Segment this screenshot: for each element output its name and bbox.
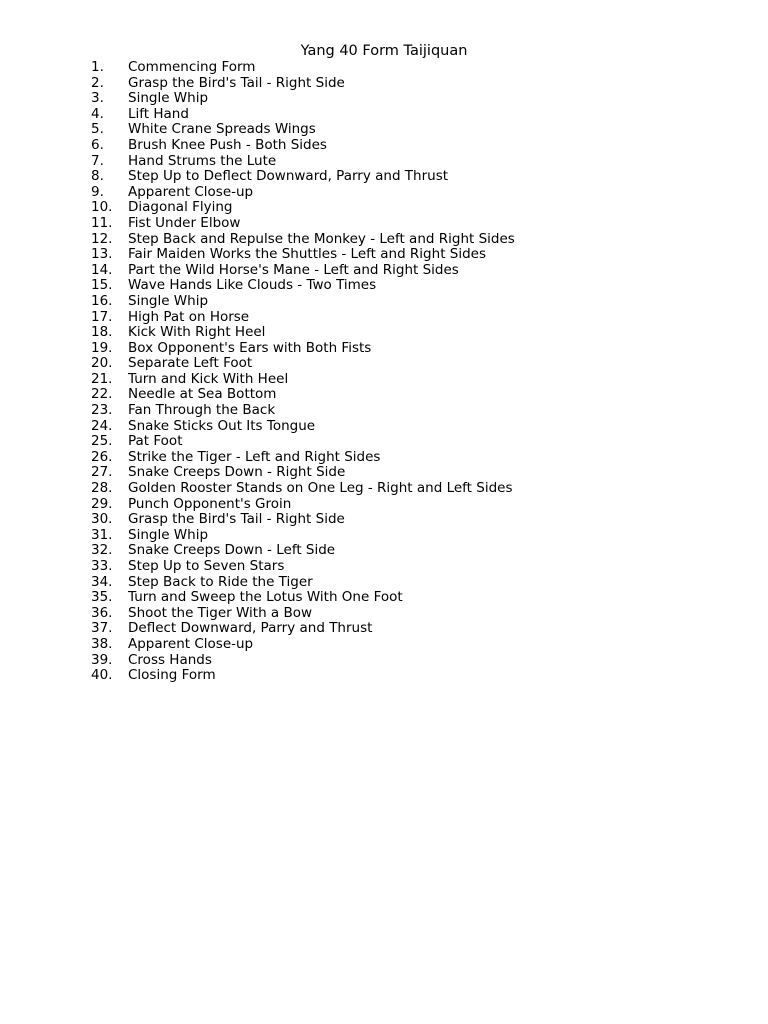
item-number: 1. <box>91 59 104 75</box>
item-name: Grasp the Bird's Tail - Right Side <box>128 511 345 528</box>
item-number: 9. <box>91 183 104 200</box>
item-name: Single Whip <box>128 526 209 543</box>
item-number: 29. <box>91 495 113 512</box>
list-item <box>91 590 515 606</box>
item-number: 34. <box>91 573 113 590</box>
list-item <box>91 310 515 326</box>
list-item <box>91 637 515 653</box>
list-item <box>91 497 515 513</box>
item-number: 15. <box>91 277 113 294</box>
item-name: Apparent Close-up <box>128 183 254 200</box>
list-item <box>91 543 515 559</box>
list-item <box>91 559 515 575</box>
list-item <box>91 91 515 107</box>
list-item <box>91 387 515 403</box>
item-name: Fist Under Elbow <box>128 214 241 231</box>
list-item <box>91 294 515 310</box>
item-number: 27. <box>91 464 113 481</box>
item-name: Snake Creeps Down - Left Side <box>128 542 336 559</box>
list-item <box>91 434 515 450</box>
list-item <box>91 60 515 76</box>
item-name: Brush Knee Push - Both Sides <box>128 136 327 153</box>
item-name: Lift Hand <box>128 105 189 122</box>
item-number: 32. <box>91 542 113 559</box>
list-item <box>91 606 515 622</box>
item-number: 28. <box>91 480 113 497</box>
item-name: Snake Creeps Down - Right Side <box>128 464 346 481</box>
item-number: 18. <box>91 324 113 341</box>
item-name: Hand Strums the Lute <box>128 152 277 169</box>
item-number: 37. <box>91 620 113 637</box>
item-name: Step Back to Ride the Tiger <box>128 573 313 590</box>
list-item <box>91 122 515 138</box>
item-name: Turn and Sweep the Lotus With One Foot <box>128 589 403 606</box>
item-number: 39. <box>91 651 113 668</box>
item-number: 31. <box>91 526 113 543</box>
item-name: Shoot the Tiger With a Bow <box>128 604 313 621</box>
list-item <box>91 512 515 528</box>
item-number: 2. <box>91 74 104 91</box>
list-item <box>91 76 515 92</box>
list-item <box>91 403 515 419</box>
item-name: Cross Hands <box>128 651 212 668</box>
list-item <box>91 325 515 341</box>
list-item <box>91 419 515 435</box>
list-item <box>91 263 515 279</box>
item-name: Needle at Sea Bottom <box>128 386 277 403</box>
item-name: Punch Opponent's Groin <box>128 495 292 512</box>
list-item <box>91 481 515 497</box>
item-name: White Crane Spreads Wings <box>128 121 316 138</box>
item-number: 7. <box>91 152 104 169</box>
list-item <box>91 450 515 466</box>
item-name: Step Up to Seven Stars <box>128 558 285 574</box>
item-number: 3. <box>91 90 104 107</box>
list-item <box>91 528 515 544</box>
item-number: 38. <box>91 635 113 652</box>
item-number: 40. <box>91 667 113 684</box>
item-number: 25. <box>91 433 113 450</box>
item-name: Apparent Close-up <box>128 635 254 652</box>
item-name: High Pat on Horse <box>128 308 250 325</box>
list-item <box>91 465 515 481</box>
item-number: 5. <box>91 121 104 138</box>
item-number: 10. <box>91 199 113 216</box>
item-name: Separate Left Foot <box>128 355 253 372</box>
item-number: 17. <box>91 308 113 325</box>
item-name: Fan Through the Back <box>128 402 276 419</box>
item-number: 22. <box>91 386 113 403</box>
document-title: Yang 40 Form Taijiquan <box>300 43 468 59</box>
item-name: Pat Foot <box>128 433 183 450</box>
item-name: Commencing Form <box>128 59 256 75</box>
item-name: Golden Rooster Stands on One Leg - Right and Left Sides <box>128 480 513 497</box>
item-number: 6. <box>91 136 104 153</box>
list-item <box>91 341 515 357</box>
item-name: Step Up to Deflect Downward, Parry and Thrust <box>128 168 449 185</box>
list-item <box>91 278 515 294</box>
item-name: Closing Form <box>128 667 216 684</box>
item-name: Single Whip <box>128 90 209 107</box>
item-number: 19. <box>91 339 113 356</box>
list-item <box>91 247 515 263</box>
list-item <box>91 107 515 123</box>
item-number: 26. <box>91 448 113 465</box>
item-name: Strike the Tiger - Left and Right Sides <box>128 448 381 465</box>
list-item <box>91 200 515 216</box>
list-item <box>91 668 515 684</box>
list-item <box>91 356 515 372</box>
item-number: 16. <box>91 292 113 309</box>
item-name: Part the Wild Horse's Mane - Left and Right Sides <box>128 261 459 278</box>
list-item <box>91 232 515 248</box>
item-number: 21. <box>91 370 113 387</box>
item-name: Single Whip <box>128 292 209 309</box>
item-name: Step Back and Repulse the Monkey - Left and Right Sides <box>128 230 515 247</box>
item-name: Box Opponent's Ears with Both Fists <box>128 339 372 356</box>
item-number: 24. <box>91 417 113 434</box>
list-item <box>91 653 515 669</box>
item-name: Fair Maiden Works the Shuttles - Left and Right Sides <box>128 246 487 263</box>
item-number: 11. <box>91 214 113 231</box>
item-name: Snake Sticks Out Its Tongue <box>128 417 316 434</box>
list-item <box>91 621 515 637</box>
item-number: 33. <box>91 558 113 574</box>
item-number: 23. <box>91 402 113 419</box>
item-number: 12. <box>91 230 113 247</box>
list-item <box>91 575 515 591</box>
item-number: 30. <box>91 511 113 528</box>
item-number: 4. <box>91 105 104 122</box>
item-name: Deflect Downward, Parry and Thrust <box>128 620 373 637</box>
item-number: 35. <box>91 589 113 606</box>
item-number: 36. <box>91 604 113 621</box>
item-number: 14. <box>91 261 113 278</box>
list-item <box>91 138 515 154</box>
item-name: Wave Hands Like Clouds - Two Times <box>128 277 377 294</box>
item-name: Grasp the Bird's Tail - Right Side <box>128 74 345 91</box>
list-item <box>91 185 515 201</box>
item-name: Turn and Kick With Heel <box>128 370 289 387</box>
item-name: Kick With Right Heel <box>128 324 266 341</box>
item-name: Diagonal Flying <box>128 199 233 216</box>
list-item <box>91 372 515 388</box>
list-item <box>91 216 515 232</box>
list-item <box>91 154 515 170</box>
form-list <box>91 60 515 684</box>
item-number: 13. <box>91 246 113 263</box>
item-number: 8. <box>91 168 104 185</box>
list-item <box>91 169 515 185</box>
item-number: 20. <box>91 355 113 372</box>
